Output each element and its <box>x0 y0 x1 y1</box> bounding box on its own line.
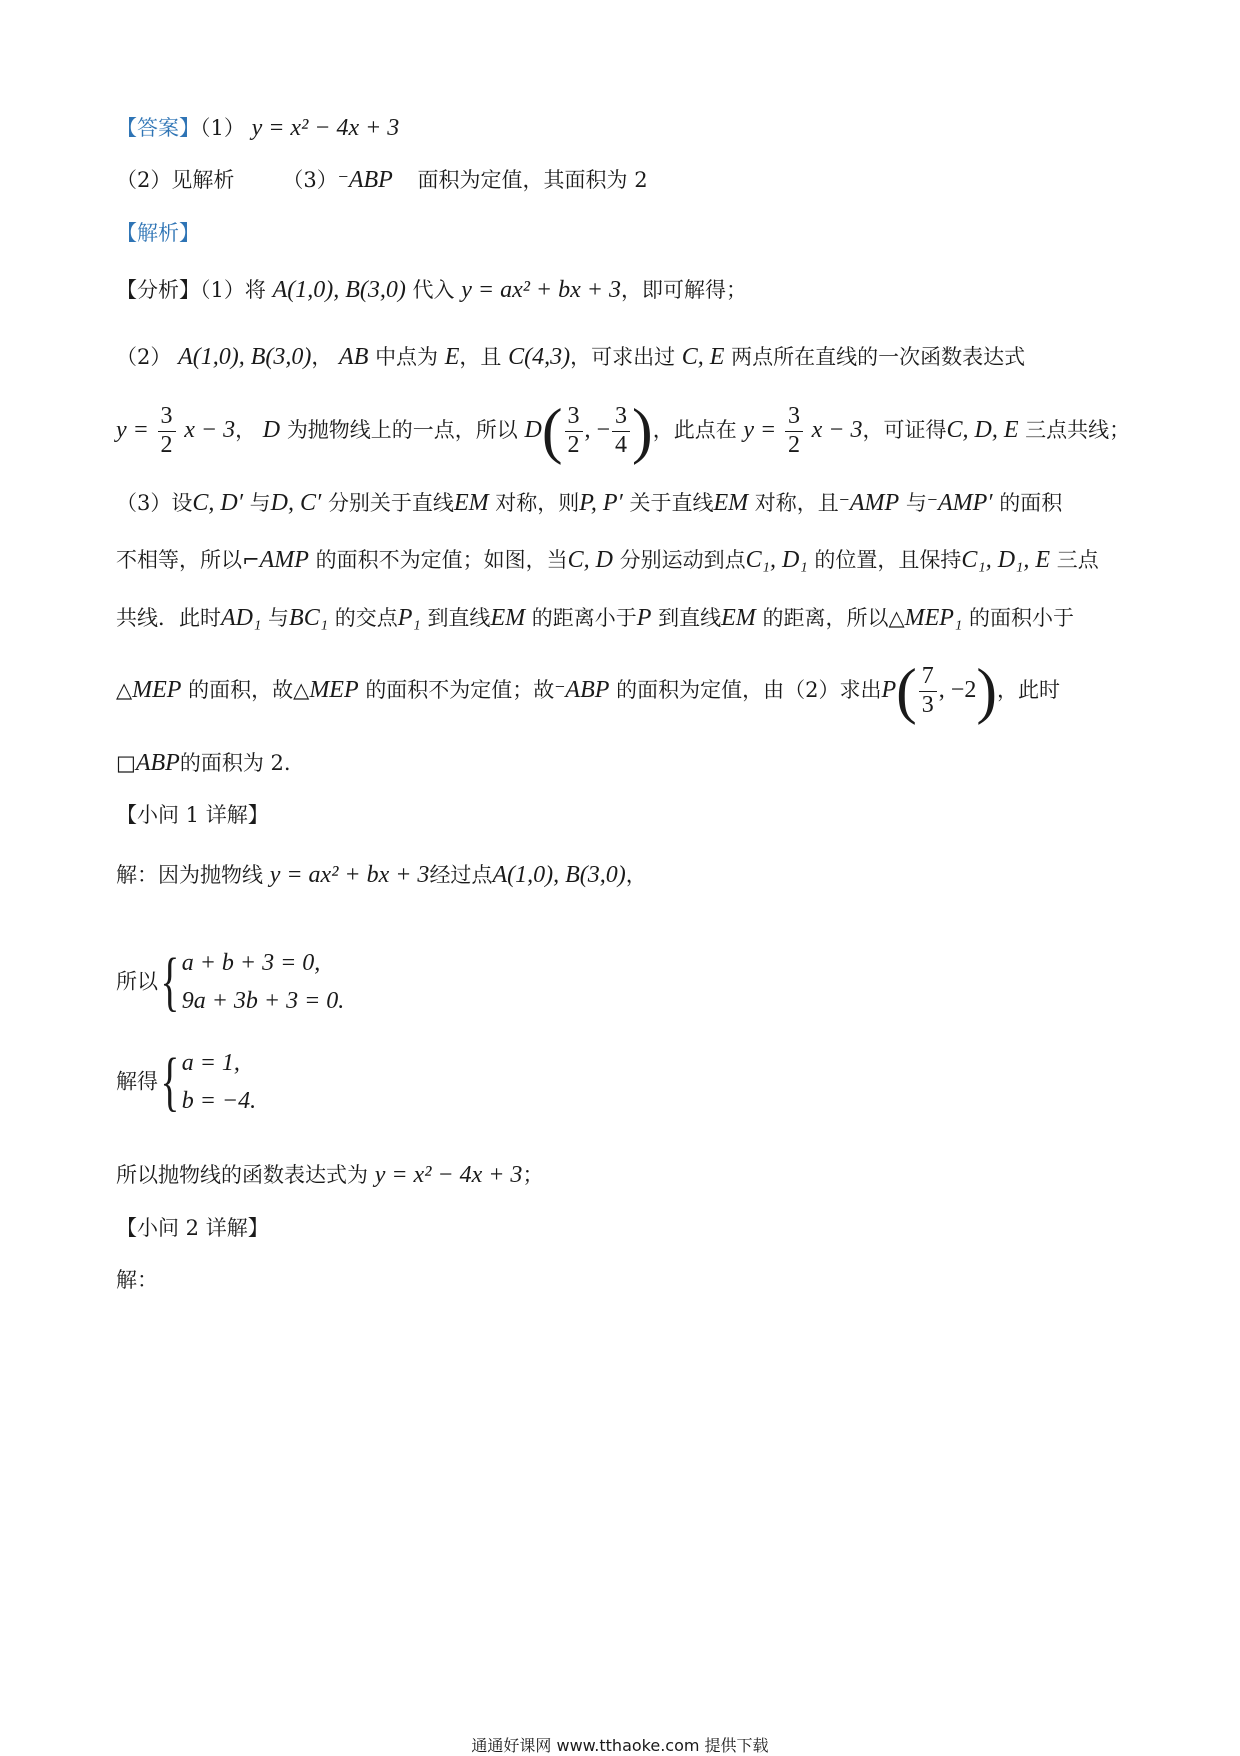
text-segment: 的面积为定值，由（2）求出 <box>616 678 882 702</box>
triangle-symbol: △ <box>293 678 310 702</box>
points-ce: C, E <box>681 344 725 370</box>
math-separator: , − <box>584 417 611 443</box>
fraction-denominator: 3 <box>921 692 934 718</box>
text-segment: 两点所在直线的一次函数表达式 <box>731 345 1026 369</box>
points: C, D′ <box>192 490 243 516</box>
equation-row: a + b + 3 = 0, <box>181 949 321 976</box>
segment: BC₁ <box>289 605 329 631</box>
left-paren: ( <box>896 657 917 726</box>
segment: AD₁ <box>221 605 262 631</box>
analysis-line-3 <box>116 397 1131 466</box>
text-segment: ， <box>625 863 647 887</box>
text-segment: 对称，且 <box>754 491 839 515</box>
answer-part2-text: 见解析 <box>171 168 235 192</box>
text-segment: ，此时 <box>996 678 1060 702</box>
text-segment: ，可求出过 <box>570 345 676 369</box>
point-c: C(4,3) <box>508 344 571 370</box>
fraction-denominator: 2 <box>567 432 580 458</box>
fraction-numerator: 3 <box>785 403 803 432</box>
math-expression: x − 3 <box>811 417 863 443</box>
text-segment: 的面积不为定值；如图，当 <box>315 548 568 572</box>
triangle-symbol: ⁻ <box>838 491 850 515</box>
text-segment: 对称，则 <box>495 491 580 515</box>
math-expression: x − 3 <box>184 417 236 443</box>
text-segment: 的位置，且保持 <box>814 548 962 572</box>
text-segment: ，且 <box>459 345 502 369</box>
text-segment: 与 <box>268 606 290 630</box>
answer-part3-triangle: ABP <box>348 167 393 193</box>
text-segment: 分别关于直线 <box>327 491 454 515</box>
triangle-symbol: △ <box>888 606 905 630</box>
text-segment: 分别运动到点 <box>619 548 746 572</box>
text-segment: 到直线 <box>427 606 491 630</box>
points: D, C′ <box>270 490 322 516</box>
triangle-name: MEP <box>132 677 182 703</box>
triangle-symbol: △ <box>116 678 133 702</box>
text-segment: 与 <box>905 491 927 515</box>
system-of-solutions <box>158 1044 256 1120</box>
text-segment: （3）设 <box>116 491 193 515</box>
text-segment: 不相等，所以 <box>116 548 242 572</box>
segment-ab: AB <box>339 344 369 370</box>
left-paren: ( <box>541 397 563 466</box>
line-em: EM <box>490 605 526 631</box>
equation-system-1 <box>116 940 1124 1022</box>
analysis-line-8 <box>116 748 1124 778</box>
fraction-3-4 <box>612 403 630 459</box>
triangle-symbol: ⌐ <box>242 548 260 572</box>
answer-part2-number: （2） <box>116 168 172 192</box>
fraction-numerator: 3 <box>158 403 176 432</box>
text-segment: 所以 <box>116 969 158 994</box>
fraction-numerator: 7 <box>919 663 937 692</box>
text-segment: 解：因为抛物线 <box>116 863 263 887</box>
system-rows <box>182 1044 256 1120</box>
right-paren: ) <box>632 397 653 466</box>
text-segment: ，即可解得； <box>620 278 747 302</box>
text-segment: 的面积小于 <box>968 606 1074 630</box>
analysis-line-5 <box>116 545 1124 575</box>
parabola-formula: y = ax² + bx + 3 <box>269 862 430 888</box>
triangle-name: AMP <box>259 547 309 573</box>
text-segment: 的交点 <box>334 606 398 630</box>
text-segment: ，此点在 <box>652 418 737 442</box>
triangle-symbol: □ <box>116 751 136 775</box>
points-ab: A(1,0), B(3,0) <box>178 344 312 370</box>
text-segment: 的面积为 2. <box>179 751 291 775</box>
system-rows <box>182 944 345 1020</box>
analysis-line-4 <box>116 488 1124 518</box>
parabola-formula: y = ax² + bx + 3 <box>461 277 621 303</box>
answer-label: 【答案】 <box>116 116 200 140</box>
equation-row: 9a + 3b + 3 = 0. <box>181 987 345 1014</box>
fraction-3-2 <box>158 403 176 459</box>
text-segment: 与 <box>249 491 271 515</box>
math-y: y = <box>116 417 149 443</box>
subquestion-1-line-1 <box>116 860 1124 890</box>
equation-row: a = 1, <box>181 1049 240 1076</box>
triangle-name: ABP <box>135 750 180 776</box>
text-segment: ，可证得 <box>862 418 947 442</box>
text-segment: 共线．此时 <box>116 606 221 630</box>
right-paren: ) <box>976 657 997 726</box>
text-segment: （1）将 <box>200 278 266 302</box>
text-segment: 关于直线 <box>629 491 714 515</box>
triangle-name: MEP₁ <box>904 605 963 631</box>
answer-part3-number: （3） <box>282 168 338 192</box>
parabola-formula: y = x² − 4x + 3 <box>374 1162 523 1188</box>
points: C, D <box>567 547 613 573</box>
triangle-name: MEP <box>309 677 359 703</box>
answer-parts-line <box>116 165 1124 195</box>
subquestion-2-label: 【小问 2 详解】 <box>116 1216 269 1240</box>
text-segment: 为抛物线上的一点，所以 <box>286 418 518 442</box>
points-ab: A(1,0), B(3,0) <box>492 862 626 888</box>
math-expression: , −2 <box>938 677 977 703</box>
text-segment: 的面积不为定值；故 <box>365 678 555 702</box>
fraction-3-2 <box>565 403 583 459</box>
left-brace: { <box>160 944 180 1018</box>
fraction-denominator: 2 <box>787 432 800 458</box>
points: P, P′ <box>579 490 623 516</box>
text-segment: 三点 <box>1056 548 1099 572</box>
point-d-coords: D <box>524 417 542 443</box>
text-segment: 代入 <box>412 278 455 302</box>
left-brace: { <box>160 1044 180 1118</box>
text-segment: 的距离，所以 <box>762 606 889 630</box>
point-p: P <box>881 677 897 703</box>
fenxi-label: 【分析】 <box>116 278 200 302</box>
triangle-symbol: ⁻ <box>926 491 938 515</box>
text-segment: ， <box>311 345 333 369</box>
answer-line <box>116 113 1124 143</box>
point-e: E <box>444 344 460 370</box>
line-em: EM <box>721 605 756 631</box>
text-segment: 的面积，故 <box>188 678 294 702</box>
text-segment: 的距离小于 <box>531 606 637 630</box>
text-segment: 经过点 <box>429 863 493 887</box>
fraction-3-2 <box>785 403 803 459</box>
system-of-equations <box>158 944 344 1020</box>
points: C₁, D₁, E <box>961 547 1051 573</box>
answer-part1-number: （1） <box>200 116 245 140</box>
text-segment: ， <box>235 418 257 442</box>
point-d: D <box>262 417 281 443</box>
triangle-symbol: ⁻ <box>554 678 566 702</box>
analysis-line-2 <box>116 342 1124 372</box>
triangle-name: AMP <box>849 490 900 516</box>
equation-row: b = −4. <box>181 1087 257 1114</box>
subquestion-1-label: 【小问 1 详解】 <box>116 803 269 827</box>
line-em: EM <box>453 490 489 516</box>
triangle-name: ABP <box>565 677 610 703</box>
fraction-denominator: 2 <box>160 432 173 458</box>
answer-part3-symbol: ⁻ <box>337 168 349 192</box>
fraction-numerator: 3 <box>612 403 630 432</box>
fraction-denominator: 4 <box>615 432 628 458</box>
text-segment: 的面积 <box>999 491 1063 515</box>
analysis-line-6 <box>116 603 1124 633</box>
triangle-name: AMP′ <box>937 490 993 516</box>
analysis-label: 【解析】 <box>116 221 200 245</box>
point: P₁ <box>397 605 421 631</box>
fraction-7-3 <box>919 663 937 719</box>
subquestion-1-result <box>116 1160 1124 1190</box>
text-segment: 中点为 <box>375 345 439 369</box>
text-segment: 到直线 <box>658 606 722 630</box>
text-segment: 解得 <box>116 1069 158 1094</box>
analysis-line-7 <box>116 657 1124 726</box>
analysis-line-1 <box>116 275 1124 305</box>
answer-part3-text: 面积为定值，其面积为 2 <box>417 168 648 192</box>
text-segment: ； <box>522 1163 544 1187</box>
text-segment: 三点共线； <box>1025 418 1131 442</box>
points-cde: C, D, E <box>946 417 1019 443</box>
points-ab: A(1,0), B(3,0) <box>272 277 406 303</box>
equation-system-2 <box>116 1040 1124 1122</box>
points: C₁, D₁ <box>745 547 808 573</box>
point: P <box>636 605 652 631</box>
text-segment: （2） <box>116 345 172 369</box>
page-footer: 通通好课网 www.tthaoke.com 提供下载 <box>471 1736 769 1755</box>
math-y: y = <box>743 417 777 443</box>
line-em: EM <box>713 490 749 516</box>
text-segment: 所以抛物线的函数表达式为 <box>116 1163 368 1187</box>
answer-part1-formula: y = x² − 4x + 3 <box>251 115 400 141</box>
subquestion-2-line-1: 解： <box>116 1268 158 1292</box>
fraction-numerator: 3 <box>565 403 583 432</box>
